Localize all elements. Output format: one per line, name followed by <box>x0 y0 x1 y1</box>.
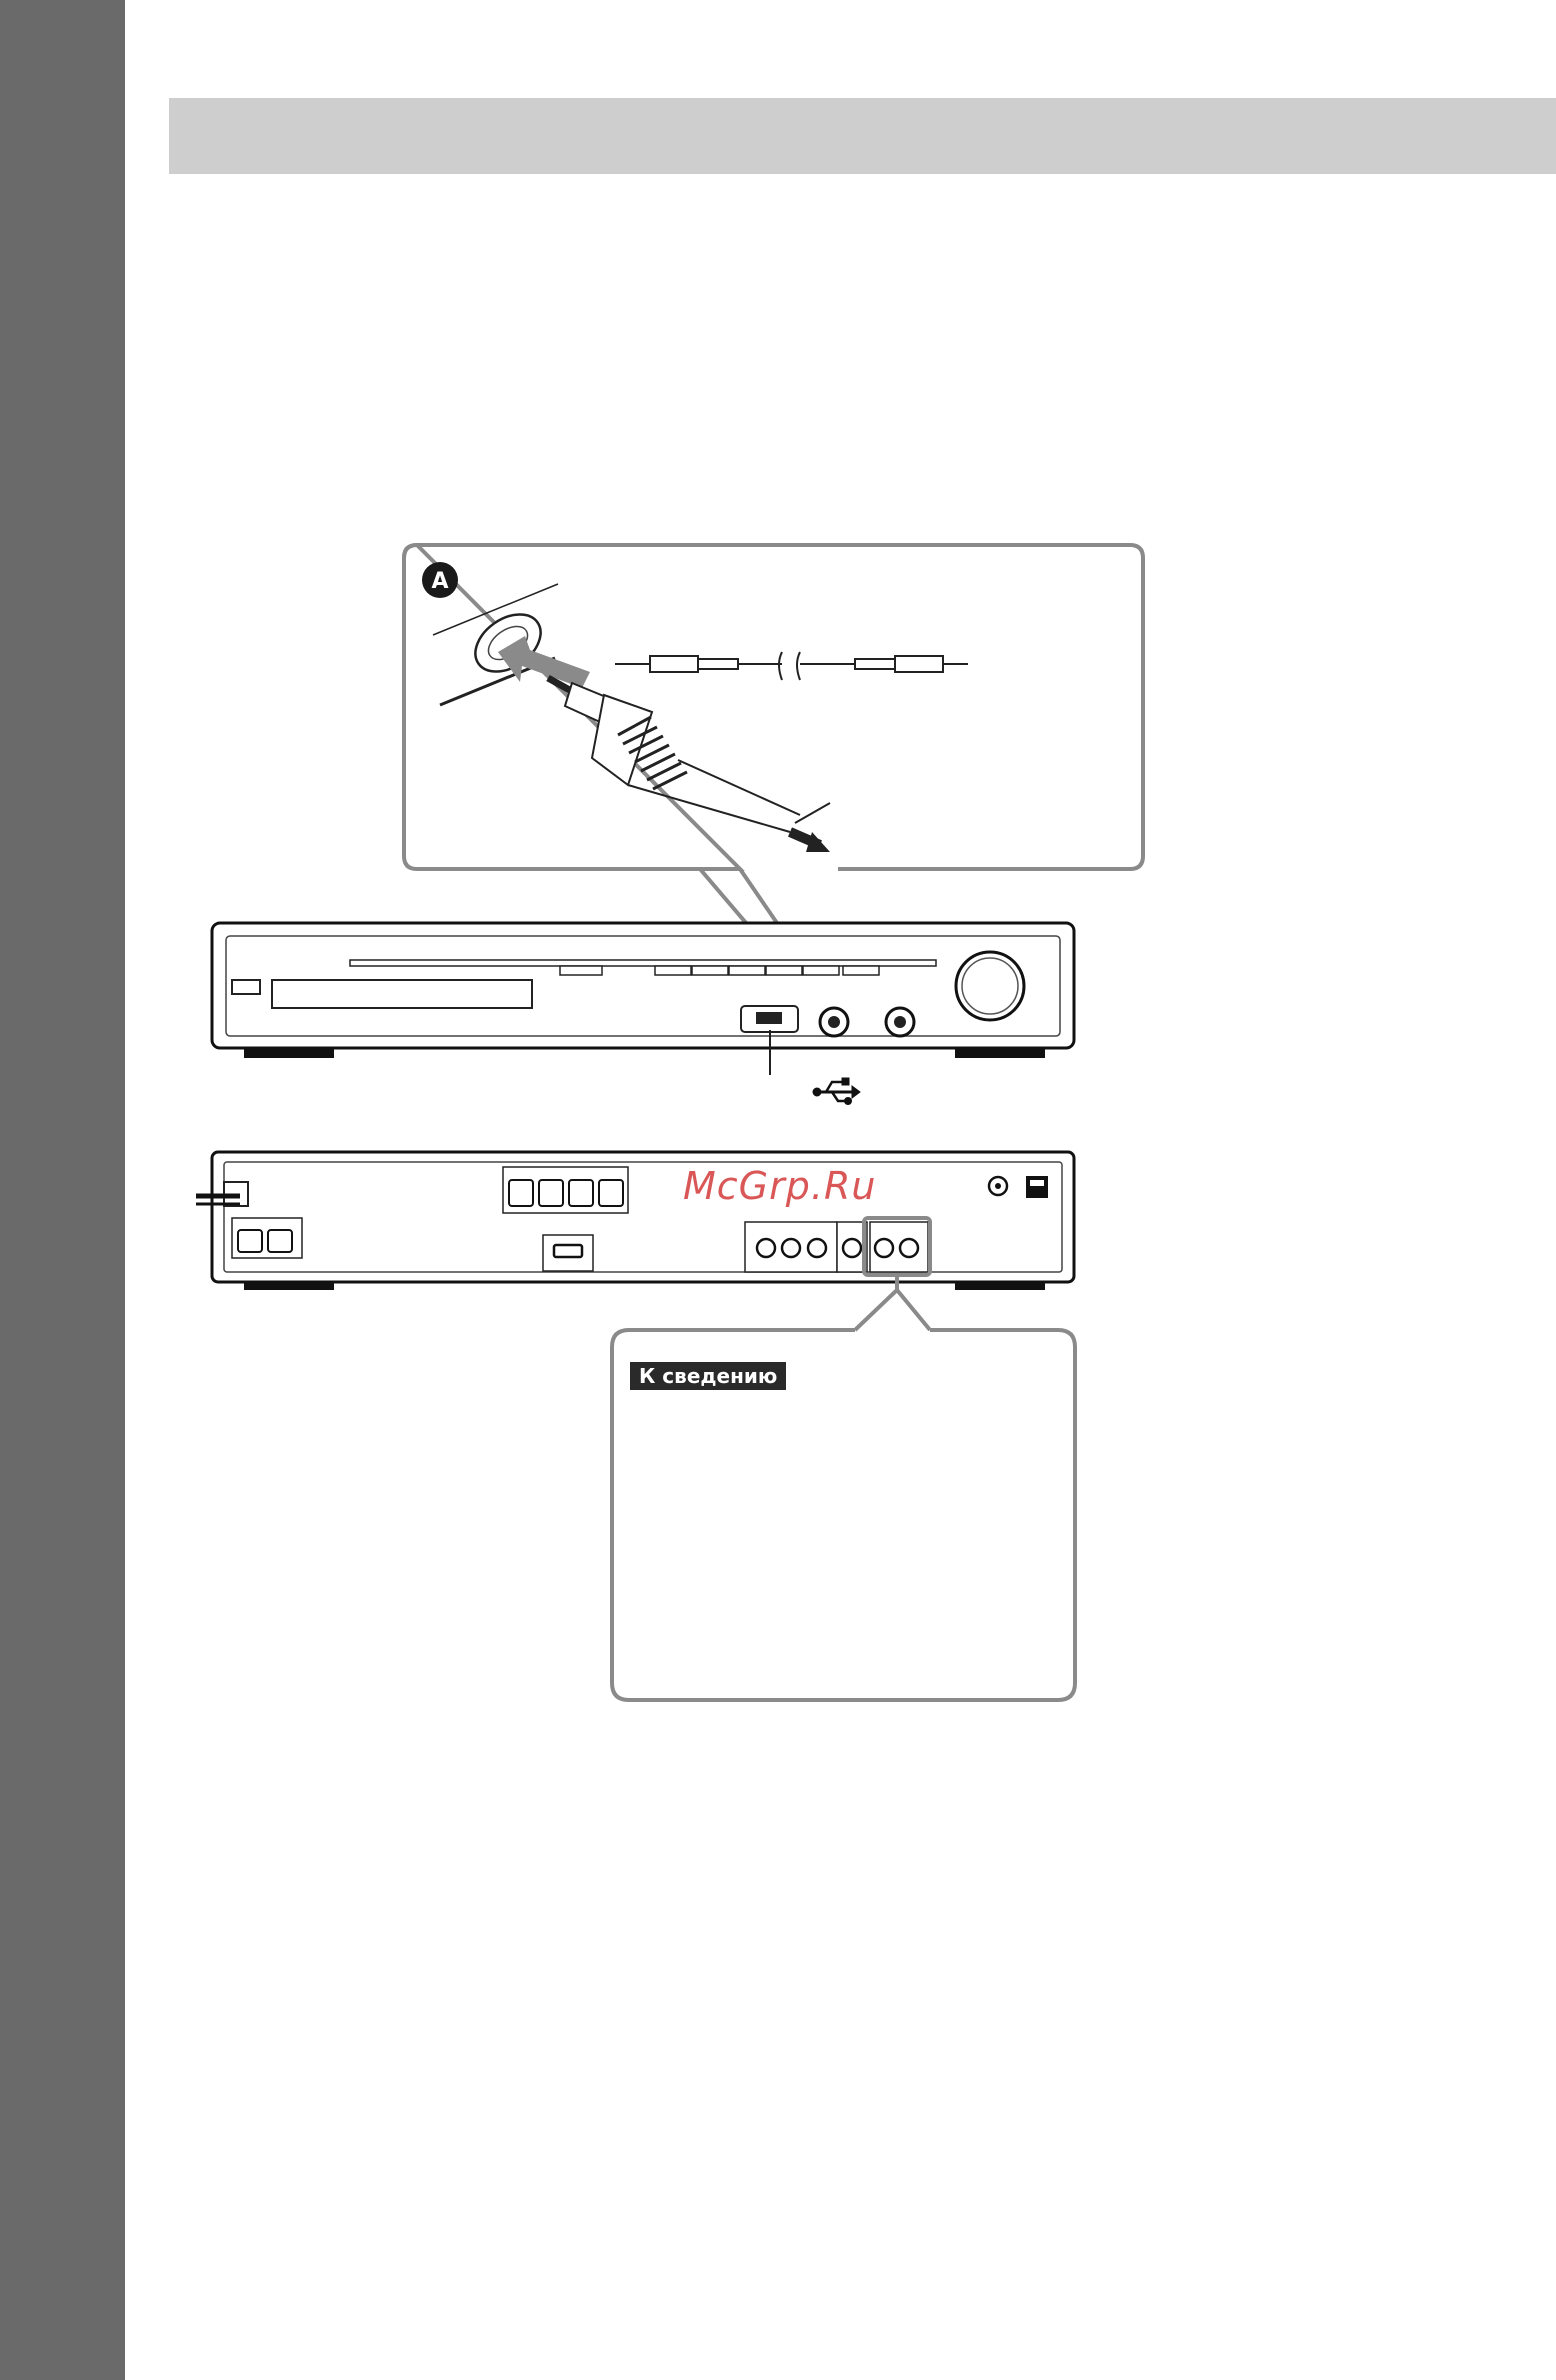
svg-text:A: A <box>431 569 449 594</box>
usb-port <box>741 1006 798 1032</box>
headphone-jack <box>820 1008 848 1036</box>
note-label: К сведению <box>630 1362 786 1390</box>
front-panel <box>212 923 1074 1058</box>
watermark: McGrp.Ru <box>683 1164 877 1208</box>
headphone-plug-icon <box>548 678 830 852</box>
audio-cable-icon <box>615 652 968 680</box>
callout-a-box <box>404 545 1143 869</box>
rear-panel <box>196 1152 1074 1290</box>
audio-in-jack <box>886 1008 914 1036</box>
usb-icon <box>813 1078 860 1105</box>
callout-a-marker <box>422 562 458 598</box>
volume-knob <box>956 952 1024 1020</box>
